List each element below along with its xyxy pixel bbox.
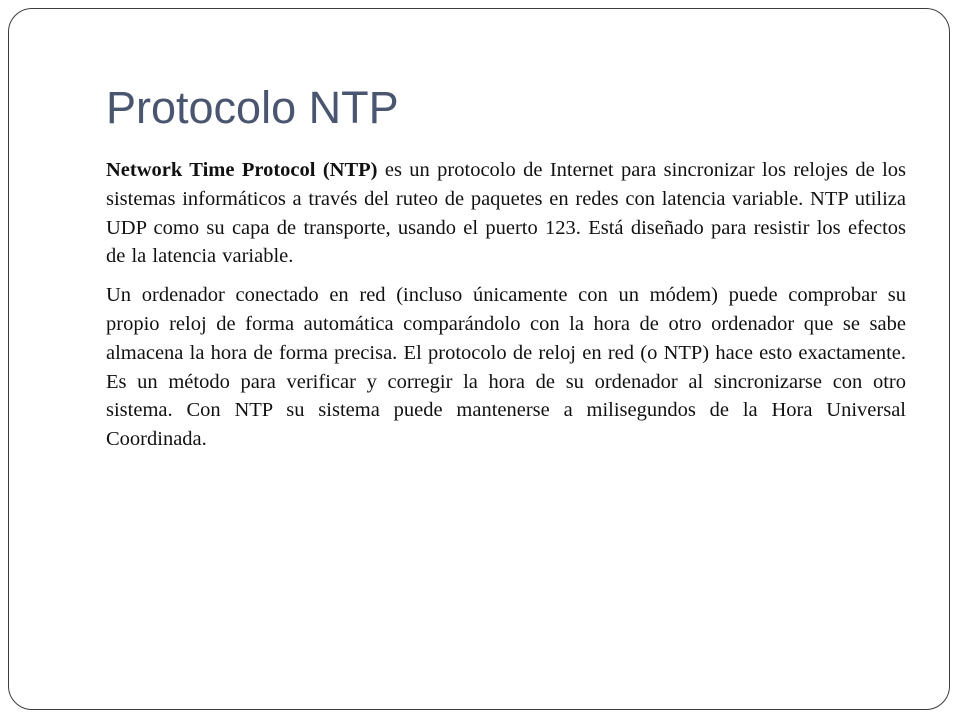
paragraph-1 bbox=[106, 156, 906, 271]
paragraph-2: Un ordenador conectado en red (incluso únicamente con un módem) puede comprobar su propio reloj de forma automática comparándolo con la hora de otro ordenador que se sabe almacena la hora de forma precisa. El protocolo de reloj en red (o NTP) hace esto exactamente. Es un método para verificar y corregir la hora de su ordenador al sincronizarse con otro sistema. Con NTP su sistema puede mantenerse a milisegundos de la Hora Universal Coordinada. bbox=[106, 284, 906, 451]
paragraph-1-text: es un protocolo de Internet para sincronizar los relojes de los sistemas informáticos a través del ruteo de paquetes en redes con latencia variable. NTP utiliza UDP como su capa de transporte, usando el puerto 123. Está diseñado para resistir los efectos de la latencia variable. bbox=[106, 159, 906, 268]
term-bold: Network Time Protocol (NTP) bbox=[106, 159, 378, 181]
slide-body bbox=[106, 156, 906, 464]
slide-title: Protocolo NTP bbox=[106, 82, 399, 133]
